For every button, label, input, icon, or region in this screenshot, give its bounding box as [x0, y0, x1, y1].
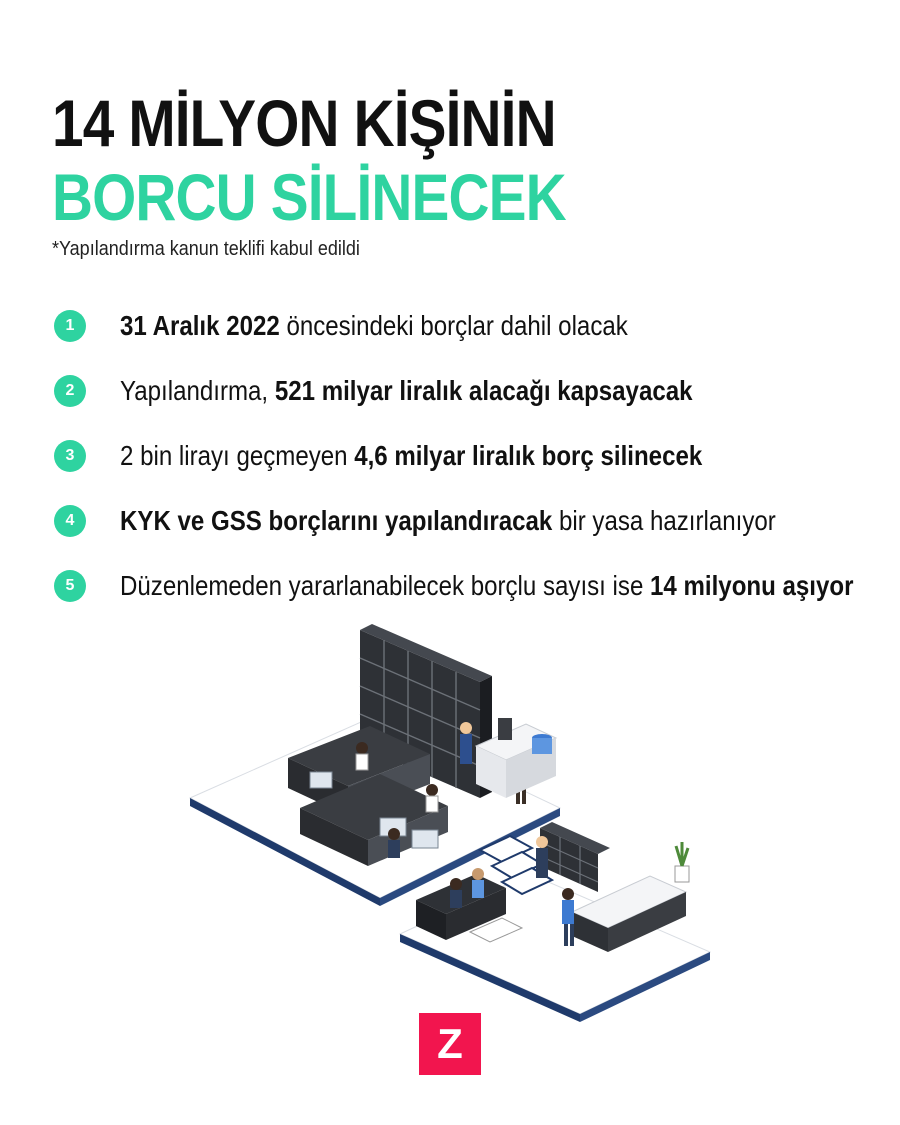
key-point	[52, 503, 892, 538]
key-point-text	[120, 438, 702, 474]
key-point-segment: 14 milyonu aşıyor	[650, 570, 854, 601]
key-points-list	[52, 308, 892, 633]
key-point-text	[120, 308, 628, 344]
number-badge: 4	[54, 505, 86, 537]
number-badge: 3	[54, 440, 86, 472]
z-logo: Z	[419, 1013, 481, 1075]
number-badge: 2	[54, 375, 86, 407]
key-point-segment: bir yasa hazırlanıyor	[552, 505, 776, 536]
key-point-segment: Düzenlemeden yararlanabilecek borçlu sayısı ise	[120, 570, 651, 601]
isometric-office-illustration	[180, 622, 720, 1022]
key-point-segment: Yapılandırma,	[120, 375, 275, 406]
number-badge: 1	[54, 310, 86, 342]
headline	[52, 86, 649, 261]
number-badge: 5	[54, 570, 86, 602]
key-point	[52, 308, 892, 343]
key-point-segment: 2 bin lirayı geçmeyen	[120, 440, 355, 471]
headline-subtitle: *Yapılandırma kanun teklifi kabul edildi	[52, 238, 360, 260]
key-point	[52, 568, 892, 603]
key-point	[52, 438, 892, 473]
headline-line-2: BORCU SİLİNECEK	[52, 160, 566, 234]
key-point-segment: 31 Aralık 2022	[120, 310, 280, 341]
key-point-text	[120, 568, 853, 604]
key-point-segment: 4,6 milyar liralık borç silinecek	[354, 440, 703, 471]
key-point-text	[120, 373, 693, 409]
headline-line-1: 14 MİLYON KİŞİNİN	[52, 86, 556, 160]
key-point-segment: KYK ve GSS borçlarını yapılandıracak	[120, 505, 553, 536]
key-point	[52, 373, 892, 408]
key-point-segment: 521 milyar liralık alacağı kapsayacak	[274, 375, 693, 406]
key-point-text	[120, 503, 776, 539]
key-point-segment: öncesindeki borçlar dahil olacak	[279, 310, 628, 341]
